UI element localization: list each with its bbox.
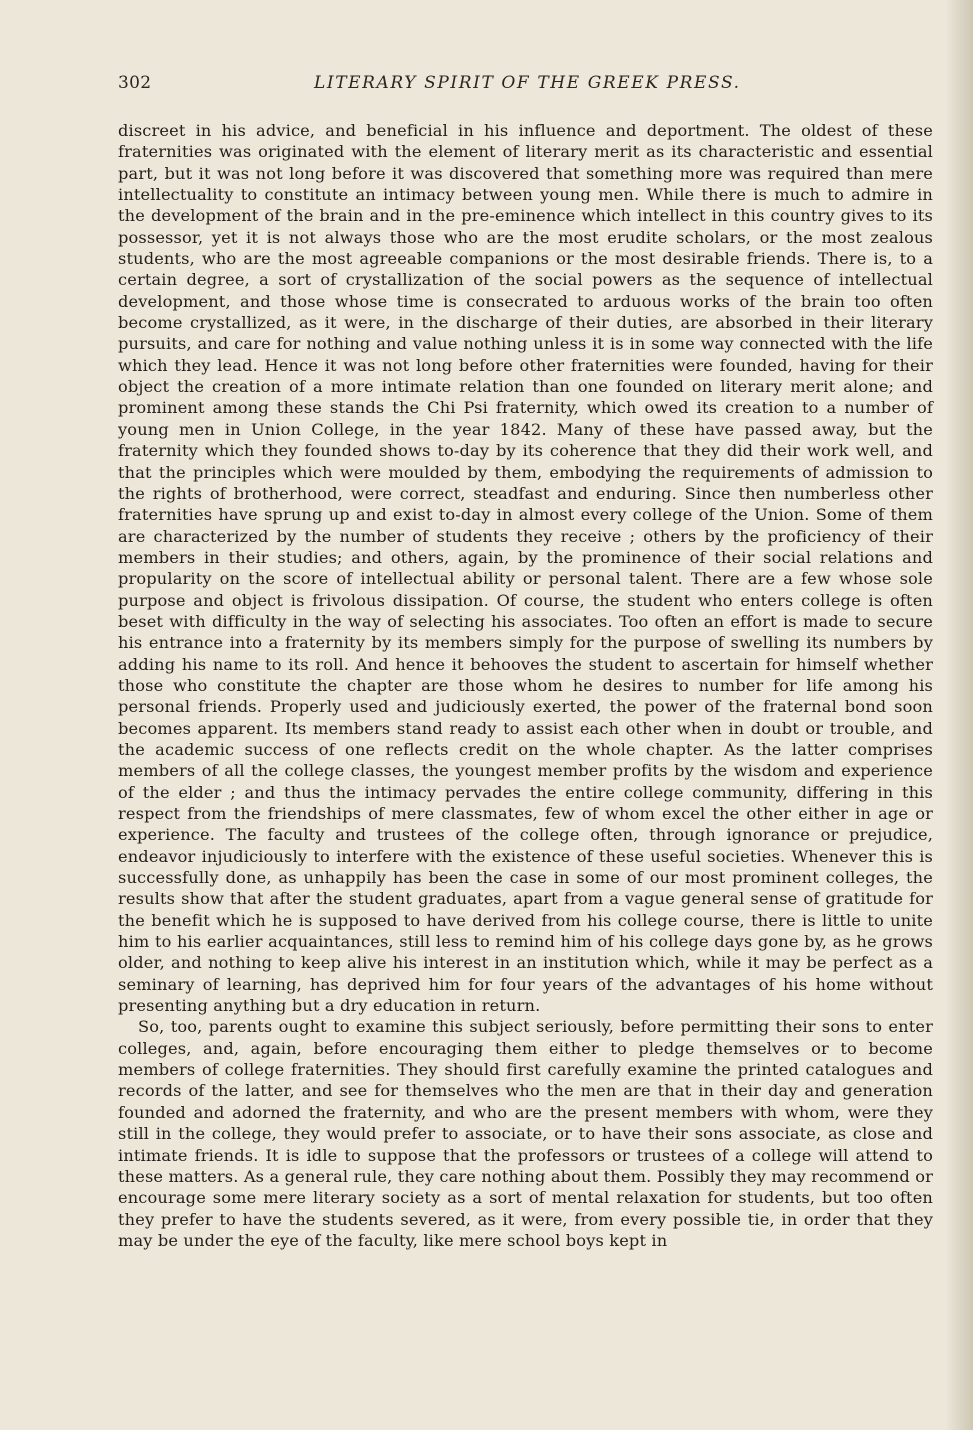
paragraph: discreet in his advice, and beneficial in his influence and deportment. The oldest of these fraternities was originated with the element of literary merit as its characteristic and essential part, but it was not long before it was discovered that something more was required than mere intellectuality to constitute an intimacy between young men. While there is much to admire in the development of the brain and in the pre-eminence which intellect in this country gives to its possessor, yet it is not always those who are the most erudite scholars, or the most zealous students, who are the most agreeable companions or the most desirable friends. There is, to a certain degree, a sort of crystallization of the social powers as the sequence of intellectual development, and those whose time is consecrated to arduous works of the brain too often become crystallized, as it were, in the discharge of their duties, are absorbed in their literary pursuits, and care for nothing and value nothing unless it is in some way connected with the life which they lead. Hence it was not long before other fraternities were founded, having for their object the creation of a more intimate relation than one founded on literary merit alone; and prominent among these stands the Chi Psi fraternity, which owed its creation to a number of young men in Union College, in the year 1842. Many of these have passed away, but the fraternity which they founded shows to-day by its coherence that they did their work well, and that the principles which were moulded by them, embodying the requirements of admission to the rights of brotherhood, were correct, steadfast and enduring. Since then numberless other fraternities have sprung up and exist to-day in almost every college of the Union. Some of them are characterized by the number of students they receive ; others by the proficiency of their members in their studies; and others, again, by the prominence of their social relations and propularity on the score of intellectual ability or personal talent. There are a few whose sole purpose and object is frivolous dissipation. Of course, the student who enters college is often beset with difficulty in the way of selecting his associates. Too often an effort is made to secure his entrance into a fraternity by its members simply for the purpose of swelling its numbers by adding his name to its roll. And hence it behooves the student to ascertain for himself whether those who constitute the chapter are those whom he desires to number for life among his personal friends. Properly used and judiciously exerted, the power of the fraternal bond soon becomes apparent. Its members stand ready to assist each other when in doubt or trouble, and the academic success of one reflects credit on the whole chapter. As the latter comprises members of all the college classes, the youngest member profits by the wisdom and experience of the elder ; and thus the intimacy pervades the entire college community, differing in this respect from the friendships of mere classmates, few of whom excel the other either in age or experience. The faculty and trustees of the college often, through ignorance or prejudice, endeavor injudiciously to interfere with the existence of these useful societies. Whenever this is successfully done, as unhappily has been the case in some of our most prominent colleges, the results show that after the student graduates, apart from a vague general sense of gratitude for the benefit which he is supposed to have derived from his college course, there is little to unite him to his earlier acquaintances, still less to remind him of his college days gone by, as he grows older, and nothing to keep alive his interest in an institution which, while it may be perfect as a seminary of learning, has deprived him for four years of the advantages of his home without presenting anything but a dry education in return. — [118, 121, 933, 1016]
paragraph: So, too, parents ought to examine this subject seriously, before permitting their sons to enter colleges, and, again, before encouraging them either to pledge themselves or to become members of college fraternities. They should first carefully examine the printed catalogues and records of the latter, and see for themselves who the men are that in their day and generation founded and adorned the fraternity, and who are the present members with whom, were they still in the college, they would prefer to associate, or to have their sons associate, as close and intimate friends. It is idle to suppose that the professors or trustees of a college will attend to these matters. As a general rule, they care nothing about them. Possibly they may recommend or encourage some mere literary society as a sort of mental relaxation for students, but too often they prefer to have the students severed, as it were, from every possible tie, in order that they may be under the eye of the faculty, like mere school boys kept in — [118, 1017, 933, 1250]
running-title: LITERARY SPIRIT OF THE GREEK PRESS. — [314, 73, 741, 93]
page-edge-shadow — [945, 0, 973, 1430]
body-text — [118, 120, 933, 1251]
page-header — [118, 73, 933, 101]
page-number: 302 — [118, 73, 152, 93]
